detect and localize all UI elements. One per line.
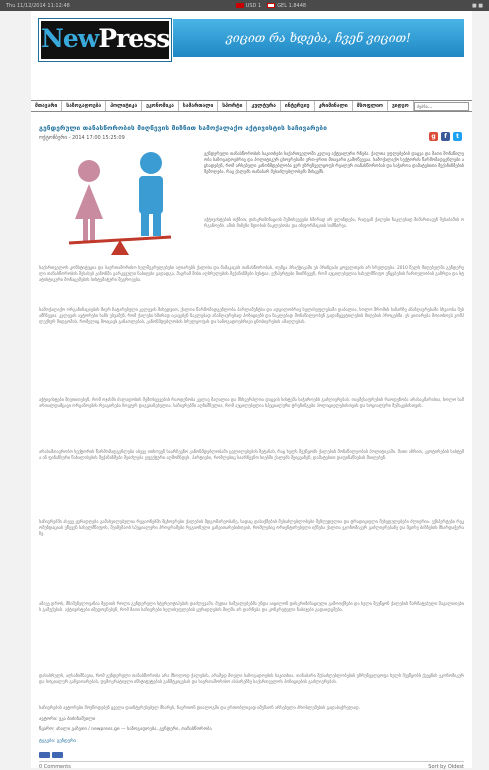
share-button[interactable]	[52, 752, 63, 758]
georgia-flag-icon	[267, 3, 275, 8]
article-paragraph: არასამთავრობო სექტორის წარმომადგენლები ასევე ითხოვენ საარჩევნო კანონმდებლობაში ცვლილებების შეტანას, რაც ხელს შეუწყობს ქალების მონაწილეობას პოლიტიკაში. მათი აზრით, კვოტირების სისტემა ან ფინანსური წახალისების მექანიზმები შეიძლება ეფექტური აღმოჩნდეს. პარტიები, რომლებიც საარჩევნო სიებში ქალებს შეიყვანენ, დამატებით დაფინანსებას მიიღებენ.	[39, 449, 464, 460]
page-container	[31, 11, 472, 768]
article-paragraph: საქართველოს კონსტიტუცია და საერთაშორისო ხელშეკრულებები აღიარებს ქალისა და მამაკაცის თანასწორობას, თუმცა პრაქტიკაში ეს პრინციპი ყოველთვის არ სრულდება. 2010 წელს მიღებულმა გენდერული თანასწორობის შესახებ კანონმა გარკვეული ნაბიჯები გადადგა, მაგრამ მისი აღსრულების მექანიზმები სუსტია. ექსპერტები მიიჩნევენ, რომ აუცილებელია სახელმწიფო უწყებების ჩართულობის გაზრდა და სტატისტიკური მონაცემების სისტემატური შეგროვება.	[39, 265, 464, 282]
article-lead-2: აქტივისტების თქმით, დისკრიმინაციის შემთხვევები ხშირად არ ვლინდება, რადგან ქალები ნაკლებად მიმართავენ შესაბამის ორგანოებს. ამის მიზეზი ნდობის ნაკლებობა და ინფორმაციის სიმწირეა.	[204, 217, 464, 228]
usd-rate: USD 1	[236, 3, 261, 9]
facebook-icon[interactable]: f	[441, 132, 450, 141]
comments-count: 0 Comments	[39, 764, 71, 770]
header-banner[interactable]: ვიცით რა ხდება, ჩვენ ვიცით!	[173, 19, 464, 57]
article-source: წყარო: ახალი გაზეთი / newpress.ge — საზოგადოება, გენდერი, თანასწორობა	[39, 727, 212, 732]
nav-item-video[interactable]: ვიდეო	[388, 101, 414, 111]
gel-rate: GEL 1.8448	[267, 3, 306, 9]
article-lead: გენდერული თანასწორობის საკითხები საქართველოში კვლავ აქტუალური რჩება. ქალთა უფლებების დაცვა და მათი მონაწილეობა საზოგადოებრივ და პოლიტიკურ ცხოვრებაში ერთ-ერთი მთავარი გამოწვევაა. სამოქალაქო სექტორის წარმომადგენლები აცხადებენ, რომ არსებული კანონმდებლობა ვერ უზრუნველყოფს რეალურ თანასწორობას და საჭიროა დამატებითი მექანიზმების შემოღება, რაც ქალებს თანაბარ შესაძლებლობებს მისცემს.	[204, 151, 464, 174]
nav-item-society[interactable]: საზოგადოება	[62, 101, 106, 111]
nav-item-sport[interactable]: სპორტი	[218, 101, 247, 111]
like-button[interactable]	[39, 752, 50, 758]
nav-item-interview[interactable]: ინტერვიუ	[281, 101, 315, 111]
article-paragraph: დასასრულს, აღსანიშნავია, რომ გენდერული თანასწორობა არა მხოლოდ ქალების, არამედ მთელი საზოგადოების საკითხია. თანაბარი შესაძლებლობების უზრუნველყოფა ხელს შეუწყობს ქვეყნის ეკონომიკურ და სოციალურ განვითარებას, დემოკრატიული ინსტიტუტების განმტკიცებას და საერთაშორისო ასპარეზზე საქართველოს პოზიციების გაძლიერებას.	[39, 673, 464, 684]
nav-item-crime[interactable]: კრიმინალი	[315, 101, 353, 111]
nav-item-culture[interactable]: კულტურა	[247, 101, 280, 111]
site-logo[interactable]: NewPress	[39, 19, 171, 61]
article-paragraph: ამავე დროს, მნიშვნელოვანია მედიის როლი გენდერული სტერეოტიპების დაძლევაში. მედია საშუალებებმა უნდა აიცილონ დისკრიმინაციული გამოთქმები და ხელი შეუწყონ ქალების წარმატებული მაგალითების გაშუქებას. აქტივისტები იმედოვნებენ, რომ მათი საჩივრები ხელისუფლების ყურადღების მიღმა არ დარჩება და კონკრეტული ნაბიჯები გადაიდგმება.	[39, 601, 464, 612]
facebook-like-buttons	[39, 752, 63, 758]
search-input[interactable]: ძებნა...	[414, 102, 469, 111]
topbar-extra: ■ ■	[471, 2, 483, 9]
google-plus-icon[interactable]: g	[429, 132, 438, 141]
nav-item-economy[interactable]: ეკონომიკა	[142, 101, 179, 111]
twitter-icon[interactable]: t	[453, 132, 462, 141]
comments-sort[interactable]: Sort by Oldest	[428, 764, 464, 770]
article-image	[39, 149, 197, 261]
usa-flag-icon	[236, 3, 244, 8]
nav-item-home[interactable]: მთავარი	[31, 101, 62, 111]
nav-item-world[interactable]: მსოფლიო	[353, 101, 388, 111]
article-tags[interactable]: ტეგები: გენდერი	[39, 739, 76, 744]
top-bar	[0, 0, 489, 11]
article-paragraph: სამოქალაქო ორგანიზაციების მიერ ჩატარებული კვლევის მიხედვით, ქალთა წარმომადგენლობა პარლამენტსა და ადგილობრივ ხელისუფლებაში დაბალია, ხოლო შრომის ბაზარზე ანაზღაურებაში სხვაობა შესამჩნევია. კვლევის ავტორები ხაზს უსვამენ, რომ ქალები ხშირად იკავებენ ნაკლებად ანაზღაურებად პოზიციებს და ნაკლებად მონაწილეობენ გადაწყვეტილების მიღების პროცესში. ეს ვითარება მოითხოვს კომპლექსურ მიდგომას, რომელიც მოიცავს განათლებას, კანონმდებლობის სრულყოფას და საზოგადოებრივი ცნობიერების ამაღლებას.	[39, 307, 464, 324]
article-paragraph: საჩივრების ავტორები მოუწოდებენ ყველა დაინტერესებულ მხარეს, ჩაერთონ დიალოგში და ერთობლივად იმუშაონ არსებული პრობლემების გადასაჭრელად.	[39, 705, 361, 710]
article-author: ავტორი: ეკა ბიძინაშვილი	[39, 717, 96, 722]
nav-item-law[interactable]: სამართალი	[179, 101, 218, 111]
share-buttons	[429, 132, 462, 141]
nav-item-politics[interactable]: პოლიტიკა	[106, 101, 142, 111]
article-title: გენდერული თანასწორობის მიღწევის მიზნით სამოქალაქო აქტივისტის საჩივარები	[39, 124, 327, 132]
article-paragraph: აქტივისტები მიუთითებენ, რომ ოჯახში ძალადობის შემთხვევების რაოდენობა კვლავ მაღალია და მსხვერპლთა დაცვის სისტემა საჭიროებს გაძლიერებას. თავშესაფრების რაოდენობა არასაკმარისია, ხოლო სამართალდამცავი ორგანოების რეაგირება ზოგჯერ დაგვიანებულია. საჩივრებში აღნიშნულია, რომ აუცილებელია სპეციალური ტრენინგები პოლიციელებისთვის და სოციალური მუშაკებისთვის.	[39, 397, 464, 408]
male-figure-icon	[139, 152, 163, 236]
article-date: ოქტომბერი - 2014 17:00 15:25:09	[39, 135, 125, 141]
comments-bar	[39, 761, 464, 770]
main-nav	[31, 100, 472, 112]
date-time: Thu 11/12/2014 11:12:48	[6, 2, 70, 9]
female-figure-icon	[75, 160, 103, 241]
article-paragraph: საჩივრებში ასევე ყურადღება გამახვილებულია რეგიონებში მცხოვრები ქალების მდგომარეობაზე, სადაც დასაქმების შესაძლებლობები შეზღუდულია და ტრადიციული შეხედულებები ძლიერია. ექსპერტები რეკომენდაციას უწევენ სახელმწიფოს, შეიმუშაოს სპეციალური პროგრამები რეგიონული განვითარებისთვის, რომლებიც ორიენტირებული იქნება ქალთა ეკონომიკურ გაძლიერებაზე და მცირე ბიზნესის მხარდაჭერაზე.	[39, 519, 464, 536]
site-header	[31, 11, 472, 63]
